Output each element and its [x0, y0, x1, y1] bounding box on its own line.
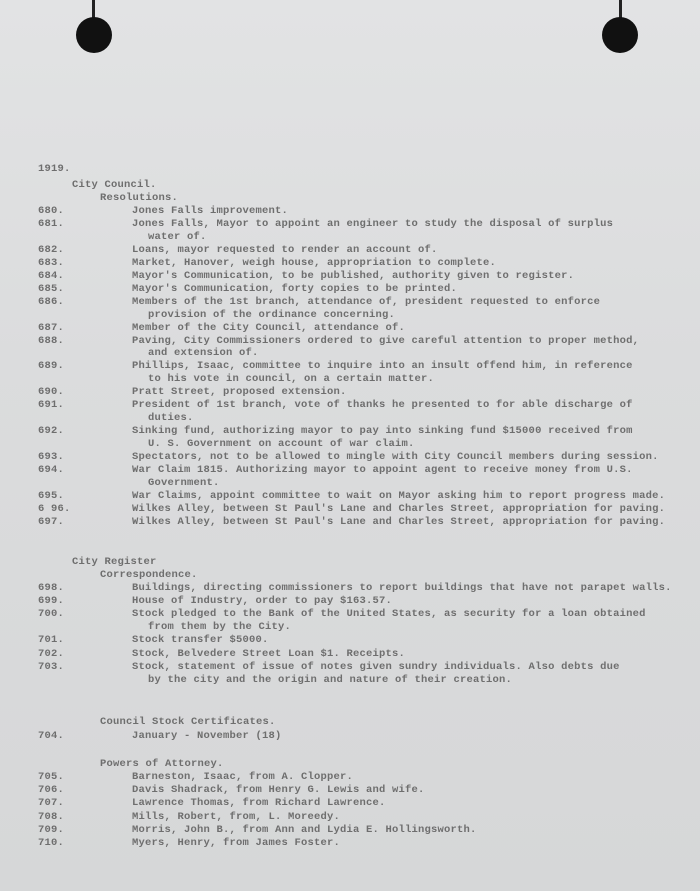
section-heading-certificates: Council Stock Certificates. — [100, 716, 276, 728]
entry-text: Stock pledged to the Bank of the United States, as security for a loan obtained — [132, 608, 646, 620]
entry-text: War Claims, appoint committee to wait on Mayor asking him to report progress made. — [132, 490, 666, 502]
entry-text: Paving, City Commissioners ordered to give careful attention to proper method, — [132, 335, 640, 347]
entry-number: 702. — [38, 648, 65, 660]
entry-number: 685. — [38, 283, 65, 295]
entry-number: 686. — [38, 296, 65, 308]
entry-number: 6 96. — [38, 503, 71, 515]
entry-text: Stock transfer $5000. — [132, 634, 269, 646]
entry-text: Mayor's Communication, to be published, authority given to register. — [132, 270, 575, 282]
entry-number: 688. — [38, 335, 65, 347]
entry-text: Wilkes Alley, between St Paul's Lane and Charles Street, appropriation for paving. — [132, 503, 666, 515]
subheading-correspondence: Correspondence. — [100, 569, 198, 581]
entry-number: 699. — [38, 595, 65, 607]
entry-number: 680. — [38, 205, 65, 217]
entry-text: Members of the 1st branch, attendance of, president requested to enforce — [132, 296, 601, 308]
entry-number: 683. — [38, 257, 65, 269]
entry-number: 703. — [38, 661, 65, 673]
entry-number: 701. — [38, 634, 65, 646]
entry-text: Jones Falls, Mayor to appoint an engineer to study the disposal of surplus — [132, 218, 614, 230]
hole-tick — [92, 0, 95, 18]
punch-hole-right — [602, 17, 638, 53]
subheading-resolutions: Resolutions. — [100, 192, 179, 204]
entry-text: Stock, Belvedere Street Loan $1. Receipts. — [132, 648, 406, 660]
entry-text: President of 1st branch, vote of thanks he presented to for able discharge of — [132, 399, 633, 411]
entry-number: 681. — [38, 218, 65, 230]
entry-text: Market, Hanover, weigh house, appropriation to complete. — [132, 257, 497, 269]
entry-text: Stock, statement of issue of notes given sundry individuals. Also debts due — [132, 661, 620, 673]
entry-number: 689. — [38, 360, 65, 372]
entry-text: Member of the City Council, attendance of. — [132, 322, 406, 334]
entry-text: War Claim 1815. Authorizing mayor to appoint agent to receive money from U.S. — [132, 464, 633, 476]
entry-number: 693. — [38, 451, 65, 463]
entry-number: 690. — [38, 386, 65, 398]
section-heading-council: City Council. — [72, 179, 157, 191]
entry-number: 709. — [38, 824, 65, 836]
entry-continuation: provision of the ordinance concerning. — [148, 309, 396, 321]
punch-hole-left — [76, 17, 112, 53]
entry-number: 684. — [38, 270, 65, 282]
entry-text: Morris, John B., from Ann and Lydia E. Hollingsworth. — [132, 824, 477, 836]
section-heading-attorney: Powers of Attorney. — [100, 758, 224, 770]
entry-number: 698. — [38, 582, 65, 594]
entry-continuation: from them by the City. — [148, 621, 292, 633]
entry-number: 710. — [38, 837, 65, 849]
entry-text: Lawrence Thomas, from Richard Lawrence. — [132, 797, 386, 809]
entry-text: Mayor's Communication, forty copies to be printed. — [132, 283, 458, 295]
entry-continuation: U. S. Government on account of war claim. — [148, 438, 415, 450]
entry-text: Buildings, directing commissioners to report buildings that have not parapet walls. — [132, 582, 672, 594]
entry-text: Mills, Robert, from, L. Moreedy. — [132, 811, 341, 823]
entry-number: 682. — [38, 244, 65, 256]
entry-text: Davis Shadrack, from Henry G. Lewis and wife. — [132, 784, 425, 796]
year-heading: 1919. — [38, 163, 71, 175]
hole-tick — [619, 0, 622, 18]
entry-continuation: Government. — [148, 477, 220, 489]
entry-number: 704. — [38, 730, 65, 742]
entry-text: Sinking fund, authorizing mayor to pay into sinking fund $15000 received from — [132, 425, 633, 437]
entry-text: Phillips, Isaac, committee to inquire into an insult offend him, in reference — [132, 360, 633, 372]
entry-text: Loans, mayor requested to render an account of. — [132, 244, 438, 256]
entry-continuation: duties. — [148, 412, 194, 424]
entry-text: Wilkes Alley, between St Paul's Lane and Charles Street, appropriation for paving. — [132, 516, 666, 528]
entry-text: Spectators, not to be allowed to mingle with City Council members during session. — [132, 451, 659, 463]
entry-text: Barneston, Isaac, from A. Clopper. — [132, 771, 354, 783]
entry-text: January - November (18) — [132, 730, 282, 742]
entry-continuation: and extension of. — [148, 347, 259, 359]
entry-number: 706. — [38, 784, 65, 796]
entry-number: 687. — [38, 322, 65, 334]
entry-number: 692. — [38, 425, 65, 437]
section-heading-register: City Register — [72, 556, 157, 568]
entry-number: 695. — [38, 490, 65, 502]
entry-text: Myers, Henry, from James Foster. — [132, 837, 341, 849]
entry-text: House of Industry, order to pay $163.57. — [132, 595, 393, 607]
entry-continuation: to his vote in council, on a certain matter. — [148, 373, 435, 385]
entry-number: 707. — [38, 797, 65, 809]
entry-continuation: water of. — [148, 231, 207, 243]
entry-number: 700. — [38, 608, 65, 620]
entry-number: 691. — [38, 399, 65, 411]
entry-number: 697. — [38, 516, 65, 528]
entry-continuation: by the city and the origin and nature of their creation. — [148, 674, 513, 686]
entry-text: Pratt Street, proposed extension. — [132, 386, 347, 398]
entry-number: 705. — [38, 771, 65, 783]
entry-number: 694. — [38, 464, 65, 476]
entry-number: 708. — [38, 811, 65, 823]
entry-text: Jones Falls improvement. — [132, 205, 289, 217]
